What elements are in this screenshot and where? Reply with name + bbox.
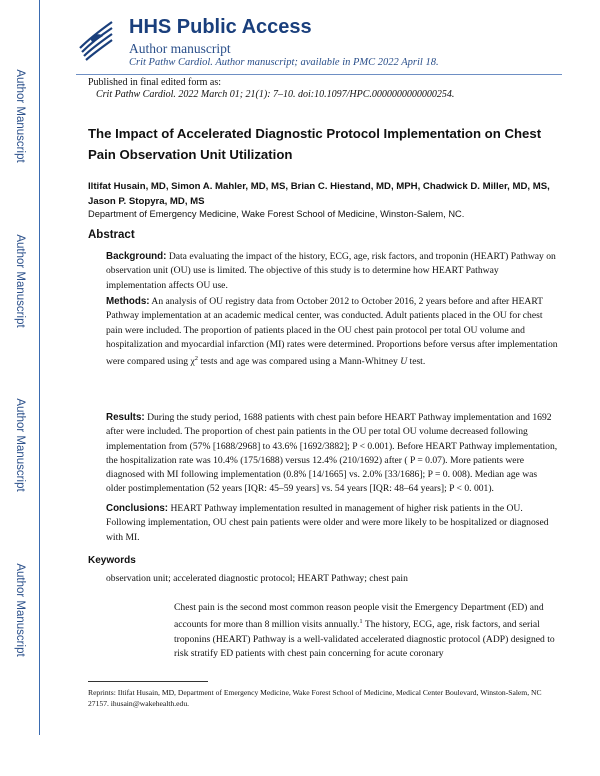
side-label-author-manuscript: Author Manuscript: [14, 234, 26, 328]
body-paragraph: Chest pain is the second most common reason people visit the Emergency Department (ED) and accounts for more than 8 million visits annually.$^1$ The history, ECG, age, risk factors, and serial troponins (HEART) Pathway is a well-validated accelerated diagnostic protocol (ADP) designed to risk stratify ED patients with chest pain concerning for acute coronary: [174, 602, 555, 660]
conclusions-text: HEART Pathway implementation resulted in management of higher risk patients in the OU. Following implementation, OU chest pain patients were older and were more likely to be hospitalized or diagnosed with MI.: [106, 503, 549, 543]
abstract-heading: Abstract: [88, 229, 135, 241]
article-authors: Iltifat Husain, MD, Simon A. Mahler, MD, MS, Brian C. Hiestand, MD, MPH, Chadwick D. Miller, MD, MS, Jason P. Stopyra, MD, MS: [88, 181, 550, 207]
conclusions-label: Conclusions:: [106, 503, 169, 514]
article-affiliation: Department of Emergency Medicine, Wake Forest School of Medicine, Winston-Salem, NC.: [88, 209, 465, 219]
published-label: Published in final edited form as:: [88, 77, 222, 88]
side-label-author-manuscript: Author Manuscript: [14, 398, 26, 492]
footnote-rule: [88, 681, 208, 682]
abstract-conclusions: [106, 502, 558, 545]
sidebar-divider: [39, 0, 40, 735]
background-text: Data evaluating the impact of the history, ECG, age, risk factors, and troponin (HEART) Pathway on observation unit (OU) use is limited. The objective of this study is to determine how HEART Pathway implementation affects OU use.: [106, 251, 556, 291]
abstract-background: [106, 250, 558, 293]
header-subtitle: Author manuscript: [129, 41, 231, 56]
background-label: Background:: [106, 251, 167, 262]
hhs-eagle-icon: [76, 18, 116, 62]
side-label-author-manuscript: Author Manuscript: [14, 563, 26, 657]
article-title: The Impact of Accelerated Diagnostic Protocol Implementation on Chest Pain Observation Unit Utilization: [88, 126, 542, 162]
keywords-list: observation unit; accelerated diagnostic protocol; HEART Pathway; chest pain: [106, 573, 408, 584]
results-text: During the study period, 1688 patients with chest pain before HEART Pathway implementation and 1692 after were included. The proportion of chest pain patients in the OU per total OU volume decreased following implementation from (57% [1688/2968] to 43.6% [1692/3882]; P < 0.001). Before HEART Pathway implementation, the hospitalization rate was 10.4% (175/1688) versus 12.4% (210/1692) after ( P = 0.07). More patients were diagnosed with MI following implementation (0.8% [14/1665] vs. 2.0% [33/1686]; P = 0. 008). Median age was older postimplementation (52 years [IQR: 45–59 years] vs. 54 years [IQR: 48–64 years]; P < 0. 001).: [106, 412, 558, 495]
keywords-heading: Keywords: [88, 555, 136, 566]
methods-text: An analysis of OU registry data from October 2012 to October 2016, 2 years before and after HEART Pathway implementation at an academic medical center, was conducted. Adult patients placed in the OU for chest pain were included. The proportion of patients placed in the OU chest pain protocol per total OU volume and hospitalization and myocardial infarction (MI) rates were determined. Proportions before versus after implementation were compared using χ: [106, 296, 558, 368]
footnote-reprints: Reprints: Iltifat Husain, MD, Department of Emergency Medicine, Wake Forest School of Medicine, Medical Center Boulevard, Winston-Salem, NC 27157. ihusain@wakehealth.edu.: [88, 688, 542, 708]
sidebar: [0, 0, 40, 776]
header-rule: [76, 74, 562, 75]
results-label: Results:: [106, 412, 145, 423]
header-title: HHS Public Access: [129, 16, 312, 38]
abstract-methods: Methods: An analysis of OU registry data from October 2012 to October 2016, 2 years before and after HEART Pathway implementation at an academic medical center, was conducted. Adult patients placed in the OU for chest pain were included. The proportion of patients placed in the OU chest pain protocol per total OU volume and hospitalization and myocardial infarction (MI) rates were determined. Proportions before versus after implementation were compared using $\chi^2$ tests and age was compared using a Mann-Whitney U test.: [106, 296, 558, 368]
abstract-results: [106, 411, 558, 497]
side-label-author-manuscript: Author Manuscript: [14, 69, 26, 163]
published-citation: Crit Pathw Cardiol. 2022 March 01; 21(1): 7–10. doi:10.1097/HPC.0000000000000254.: [96, 89, 455, 100]
header-journal-line: Crit Pathw Cardiol. Author manuscript; available in PMC 2022 April 18.: [129, 57, 439, 68]
methods-label: Methods:: [106, 296, 150, 307]
